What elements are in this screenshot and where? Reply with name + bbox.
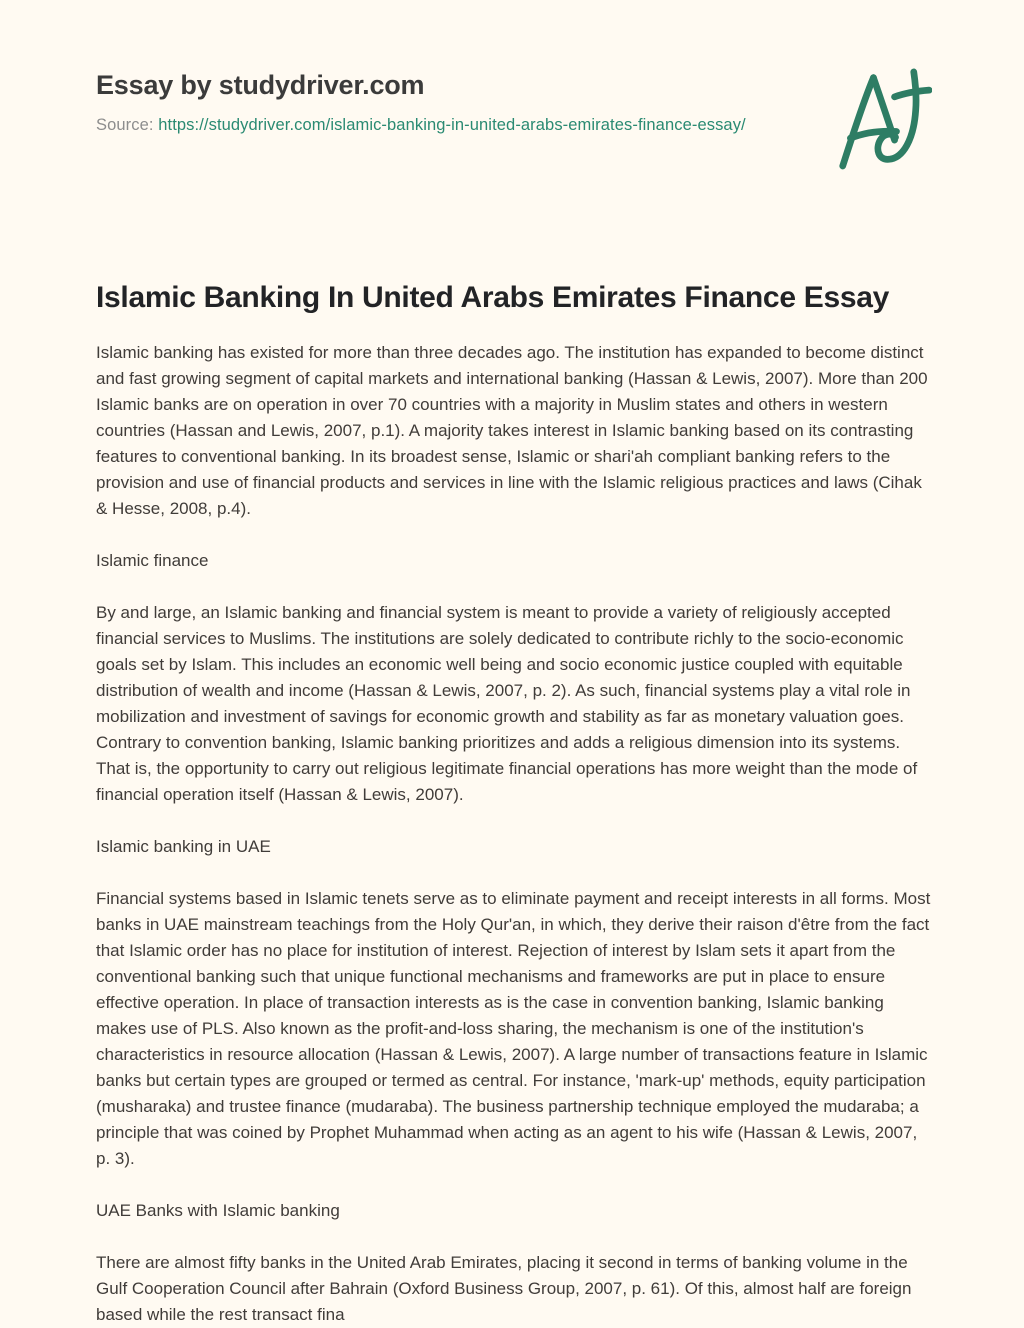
article-title: Islamic Banking In United Arabs Emirates Finance Essay xyxy=(96,281,889,314)
page-title: Essay by studydriver.com xyxy=(96,70,425,100)
source-label: Source: xyxy=(96,116,154,134)
a-plus-logo-icon xyxy=(836,64,932,172)
section-heading-islamic-banking-in-uae: Islamic banking in UAE xyxy=(96,837,271,856)
section-islamic-banking-in-uae xyxy=(96,834,932,1172)
source-link[interactable]: https://studydriver.com/islamic-banking-in-united-arabs-emirates-finance-essay/ xyxy=(158,116,746,134)
page-header xyxy=(96,70,932,172)
section-paragraph-islamic-finance: By and large, an Islamic banking and financial system is meant to provide a variety of religiously accepted financial services to Muslims. The institutions are solely dedicated to contribute richly to the socio-economic goals set by Islam. This includes an economic well being and socio economic justice coupled with equitable distribution of wealth and income (Hassan & Lewis, 2007, p. 2). As such, financial systems play a vital role in mobilization and investment of savings for economic growth and stability as far as monetary valuation goes. Contrary to convention banking, Islamic banking prioritizes and adds a religious dimension into its systems. That is, the opportunity to carry out religious legitimate financial operations has more weight than the mode of financial operation itself (Hassan & Lewis, 2007). xyxy=(96,603,918,804)
section-uae-banks-with-islamic-banking xyxy=(96,1198,932,1328)
section-heading-uae-banks: UAE Banks with Islamic banking xyxy=(96,1201,340,1220)
intro-paragraph: Islamic banking has existed for more than three decades ago. The institution has expanded to become distinct and fast growing segment of capital markets and international banking (Hassan & Lewis, 2007). More than 200 Islamic banks are on operation in over 70 countries with a majority in Muslim states and others in western countries (Hassan and Lewis, 2007, p.1). A majority takes interest in Islamic banking based on its contrasting features to conventional banking. In its broadest sense, Islamic or shari'ah compliant banking refers to the provision and use of financial products and services in line with the Islamic religious practices and laws (Cihak & Hesse, 2008, p.4). xyxy=(96,343,928,518)
section-paragraph-uae-banks: There are almost fifty banks in the United Arab Emirates, placing it second in terms of banking volume in the Gulf Cooperation Council after Bahrain (Oxford Business Group, 2007, p. 61). Of this, almost half are foreign based while the rest transact fina xyxy=(96,1253,912,1324)
essay-content xyxy=(96,278,932,1328)
section-islamic-finance xyxy=(96,548,932,808)
section-heading-islamic-finance: Islamic finance xyxy=(96,551,209,570)
header-text-block xyxy=(96,70,746,135)
source-line xyxy=(96,116,746,135)
section-paragraph-islamic-banking-in-uae: Financial systems based in Islamic tenets serve as to eliminate payment and receipt interests in all forms. Most banks in UAE mainstream teachings from the Holy Qur'an, in which, they derive their raison d'être from the fact that Islamic order has no place for institution of interest. Rejection of interest by Islam sets it apart from the conventional banking such that unique functional mechanisms and frameworks are put in place to ensure effective operation. In place of transaction interests as is the case in convention banking, Islamic banking makes use of PLS. Also known as the profit-and-loss sharing, the mechanism is one of the institution's characteristics in resource allocation (Hassan & Lewis, 2007). A large number of transactions feature in Islamic banks but certain types are grouped or termed as central. For instance, 'mark-up' methods, equity participation (musharaka) and trustee finance (mudaraba). The business partnership technique employed the mudaraba; a principle that was coined by Prophet Muhammad when acting as an agent to his wife (Hassan & Lewis, 2007, p. 3). xyxy=(96,889,931,1168)
